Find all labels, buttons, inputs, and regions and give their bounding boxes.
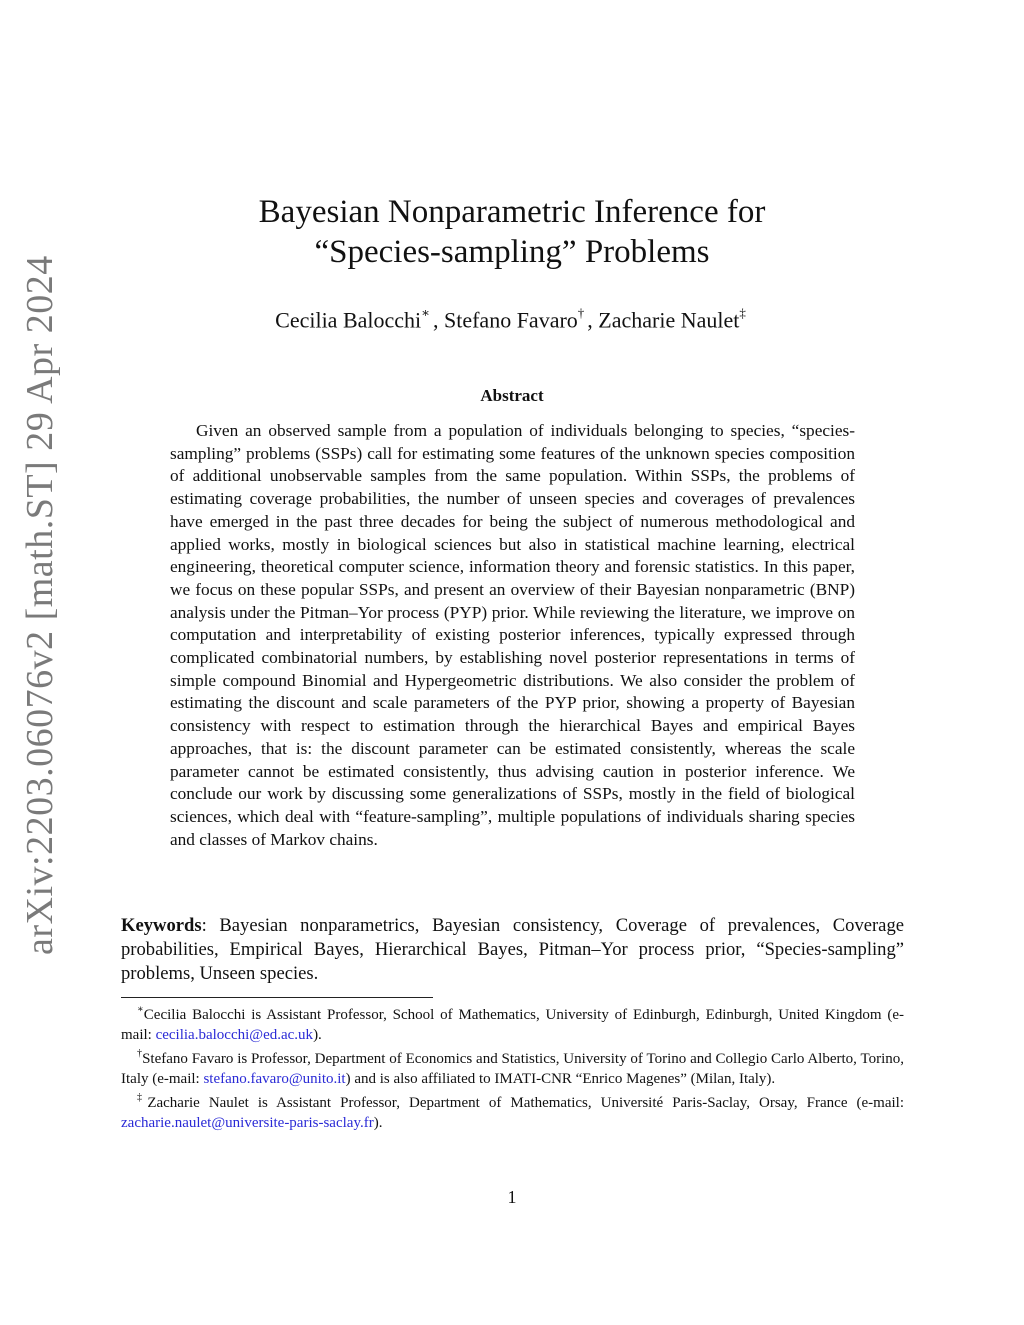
email-link[interactable]: stefano.favaro@unito.it <box>203 1071 346 1087</box>
footnote-item <box>121 1001 904 1045</box>
keywords-label: Keywords <box>121 915 202 936</box>
keywords-text: : Bayesian nonparametrics, Bayesian consistency, Coverage of prevalences, Coverage probabilities, Empirical Bayes, Hierarchical Bayes, Pitman–Yor process prior, “Species-sampling” problems, Unseen species. <box>121 915 904 984</box>
footnote-item <box>121 1045 904 1089</box>
page-number: 1 <box>507 1187 517 1207</box>
title-line-2: “Species-sampling” Problems <box>314 234 710 270</box>
author-footnote-mark: ∗ <box>421 305 430 320</box>
author-separator: , <box>432 307 444 333</box>
author-name: Cecilia Balocchi <box>275 307 422 333</box>
footnote-text: Stefano Favaro is Professor, Department of Economics and Statistics, University of Torino and Collegio Carlo Alberto, Torino, Italy (e-mail: <box>121 1051 904 1087</box>
footnote-mark: † <box>137 1048 143 1059</box>
footnote-item <box>121 1089 904 1133</box>
keywords-paragraph <box>121 914 904 986</box>
footnote-text: ) and is also affiliated to IMATI-CNR “Enrico Magenes” (Milan, Italy). <box>345 1071 776 1087</box>
footnotes <box>121 1001 904 1133</box>
paper-title <box>0 192 1024 272</box>
abstract-text: Given an observed sample from a population of individuals belonging to species, “species-sampling” problems (SSPs) call for estimating some features of the unknown species composition of additional unobservable samples from the same population. Within SSPs, the problems of estimating coverage probabilities, the number of unseen species and coverages of prevalences have emerged in the past three decades for being the subject of numerous methodological and applied works, mostly in biological sciences but also in statistical machine learning, electrical engineering, theoretical computer science, information theory and forensic statistics. In this paper, we focus on these popular SSPs, and present an overview of their Bayesian nonparametric (BNP) analysis under the Pitman–Yor process (PYP) prior. While reviewing the literature, we improve on computation and interpretability of existing posterior inferences, typically expressed through complicated combinatorial numbers, by establishing novel posterior representations in terms of simple compound Binomial and Hypergeometric distributions. We also consider the problem of estimating the discount and scale parameters of the PYP prior, showing a property of Bayesian consistency with respect to estimation through the hierarchical Bayes and empirical Bayes approaches, that is: the discount parameter can be estimated consistently, whereas the scale parameter cannot be estimated consistently, thus advising caution in posterior inference. We conclude our work by discussing some generalizations of SSPs, mostly in the field of biological sciences, which deal with “feature-sampling”, multiple populations of individuals sharing species and classes of Markov chains. <box>170 421 855 849</box>
footnote-text: ). <box>313 1027 322 1043</box>
email-link[interactable]: zacharie.naulet@universite-paris-saclay.fr <box>121 1115 374 1131</box>
author-footnote-mark: † <box>577 305 585 320</box>
title-line-1: Bayesian Nonparametric Inference for <box>258 194 766 230</box>
footnote-text: Cecilia Balocchi is Assistant Professor, School of Mathematics, University of Edinburgh, Edinburgh, United Kingdom (e-mail: <box>121 1007 904 1043</box>
email-link[interactable]: cecilia.balocchi@ed.ac.uk <box>155 1027 314 1043</box>
author-list <box>0 300 1024 335</box>
footnote-rule <box>121 997 433 998</box>
footnote-mark: ‡ <box>137 1092 148 1103</box>
author-footnote-mark: ‡ <box>739 305 746 320</box>
author-name: Zacharie Naulet <box>598 307 740 333</box>
footnote-text: ). <box>373 1115 383 1131</box>
author-name: Stefano Favaro <box>443 307 578 333</box>
author-separator: , <box>587 307 599 333</box>
abstract-heading: Abstract <box>480 386 544 405</box>
arxiv-identifier: arXiv:2203.06076v2 [math.ST] 29 Apr 2024 <box>19 255 61 955</box>
footnote-mark: ∗ <box>137 1004 144 1015</box>
footnote-text: Zacharie Naulet is Assistant Professor, Department of Mathematics, Université Paris-Saclay, Orsay, France (e-mail: <box>147 1095 905 1111</box>
